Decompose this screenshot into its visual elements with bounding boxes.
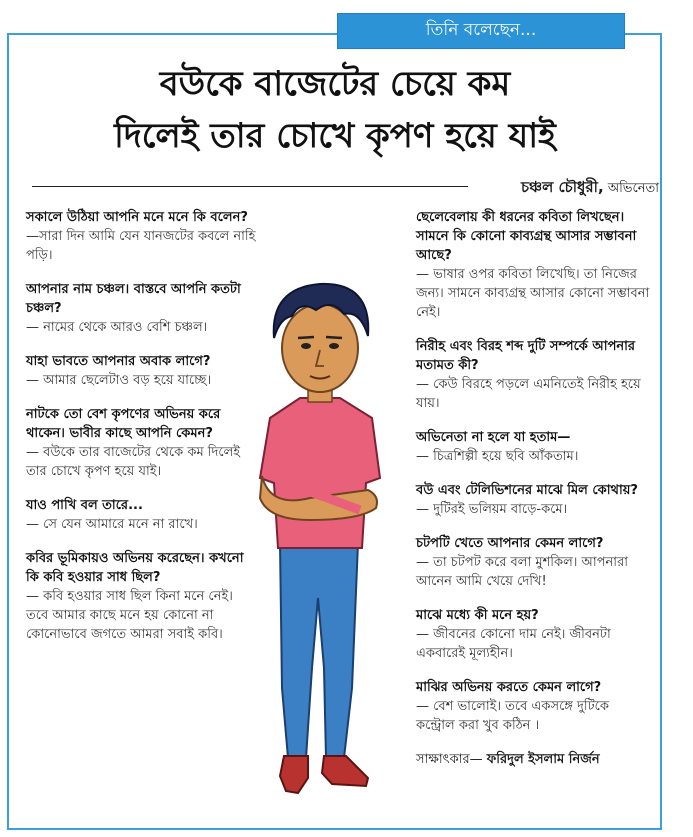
answer: — চিত্রশিল্পী হয়ে ছবি আঁকতাম। [416,449,579,464]
headline [30,58,640,162]
question: অভিনেতা না হলে যা হতাম— [416,430,571,445]
answer: — সে যেন আমারে মনে না রাখে। [26,517,198,532]
qa-item [416,481,651,519]
right-shoe [322,756,368,786]
answer: —সারা দিন আমি যেন যানজটের কবলে নাহি পড়ি। [26,229,256,263]
answer: — কেউ বিরহে পড়লে এমনিতেই নিরীহ হয়ে যায়। [416,377,641,411]
question: যাহা ভাবতে আপনার অবাক লাগে? [26,354,211,369]
qa-item [416,606,651,663]
credit-label: সাক্ষাৎকার— [416,752,483,767]
answer: — কবি হওয়ার সাধ ছিল কিনা মনে নেই। তবে আমার কাছে মনে হয় কোনো না কোনোভাবে জগতে আমরা সবাই কবি। [26,589,233,642]
interview-credit [416,750,651,769]
qa-item [26,405,256,481]
actor-caricature [240,258,400,818]
jeans [280,543,358,758]
question: ছেলেবেলায় কী ধরনের কবিতা লিখছেন। সামনে কি কোনো কাব্যগ্রন্থ আসার সম্ভাবনা আছে? [416,210,637,263]
byline-name: চঞ্চল চৌধুরী, [520,178,604,196]
left-column [26,208,256,659]
credit-name: ফরিদুল ইসলাম নির্জন [486,752,600,767]
qa-item [26,549,256,644]
answer: — নামের থেকে আরও বেশি চঞ্চল। [26,320,208,335]
question: চটপটি খেতে আপনার কেমন লাগে? [416,536,604,551]
section-tag: তিনি বলেছেন... [337,13,625,49]
qa-item [416,208,651,322]
headline-line-2: দিলেই তার চোখে কৃপণ হয়ে যাই [114,116,556,156]
qa-item [416,678,651,735]
question: নাটকে তো বেশ কৃপণের অভিনয় করে থাকেন। ভাবীর কাছে আপনি কেমন? [26,407,221,441]
question: আপনার নাম চঞ্চল। বাস্তবে আপনি কতটা চঞ্চল? [26,282,241,316]
question: বউ এবং টেলিভিশনের মাঝে মিল কোথায়? [416,483,638,498]
qa-item [416,337,651,413]
qa-item [416,534,651,591]
right-column [416,208,651,769]
headline-line-1: বউকে বাজেটের চেয়ে কম [159,64,511,104]
question: সকালে উঠিয়া আপনি মনে মনে কি বলেন? [26,210,248,225]
qa-item [26,208,256,265]
answer: — তা চটপট করে বলা মুশকিল। আপনারা আনেন আমি খেয়ে দেখি! [416,555,628,589]
answer: — দুটিরই ভলিয়ম বাড়ে-কমে। [416,502,568,517]
question: নিরীহ এবং বিরহ শব্দ দুটি সম্পর্কে আপনার মতামত কী? [416,339,636,373]
question: মাঝির অভিনয় করতে কেমন লাগে? [416,680,602,695]
answer: — বেশ ভালোই। তবে একসঙ্গে দুটিকে কন্ট্রোল করা খুব কঠিন । [416,699,609,733]
byline [521,176,659,201]
shirt [260,398,380,548]
qa-item [26,280,256,337]
answer: — আমার ছেলেটাও বড় হয়ে যাচ্ছে। [26,373,212,388]
qa-item [26,352,256,390]
answer: — জীবনের কোনো দাম নেই। জীবনটা একবারেই মূল্যহীন। [416,627,611,661]
byline-rule [32,186,468,187]
byline-role: অভিনেতা [607,181,659,196]
qa-item [416,428,651,466]
left-shoe [280,756,308,793]
qa-item [26,496,256,534]
answer: — বউকে তার বাজেটের থেকে কম দিলেই তার চোখে কৃপণ হয়ে যাই। [26,445,241,479]
question: যাও পাখি বল তারে... [26,498,143,513]
question: মাঝে মধ্যে কী মনে হয়? [416,608,539,623]
question: কবির ভূমিকায়ও অভিনয় করেছেন। কখনো কি কবি হওয়ার সাধ ছিল? [26,551,244,585]
answer: — ভাষার ওপর কবিতা লিখেছি। তা নিজের জন্য। সামনে কাব্যগ্রন্থ আসার কোনো সম্ভাবনা নেই। [416,267,650,320]
